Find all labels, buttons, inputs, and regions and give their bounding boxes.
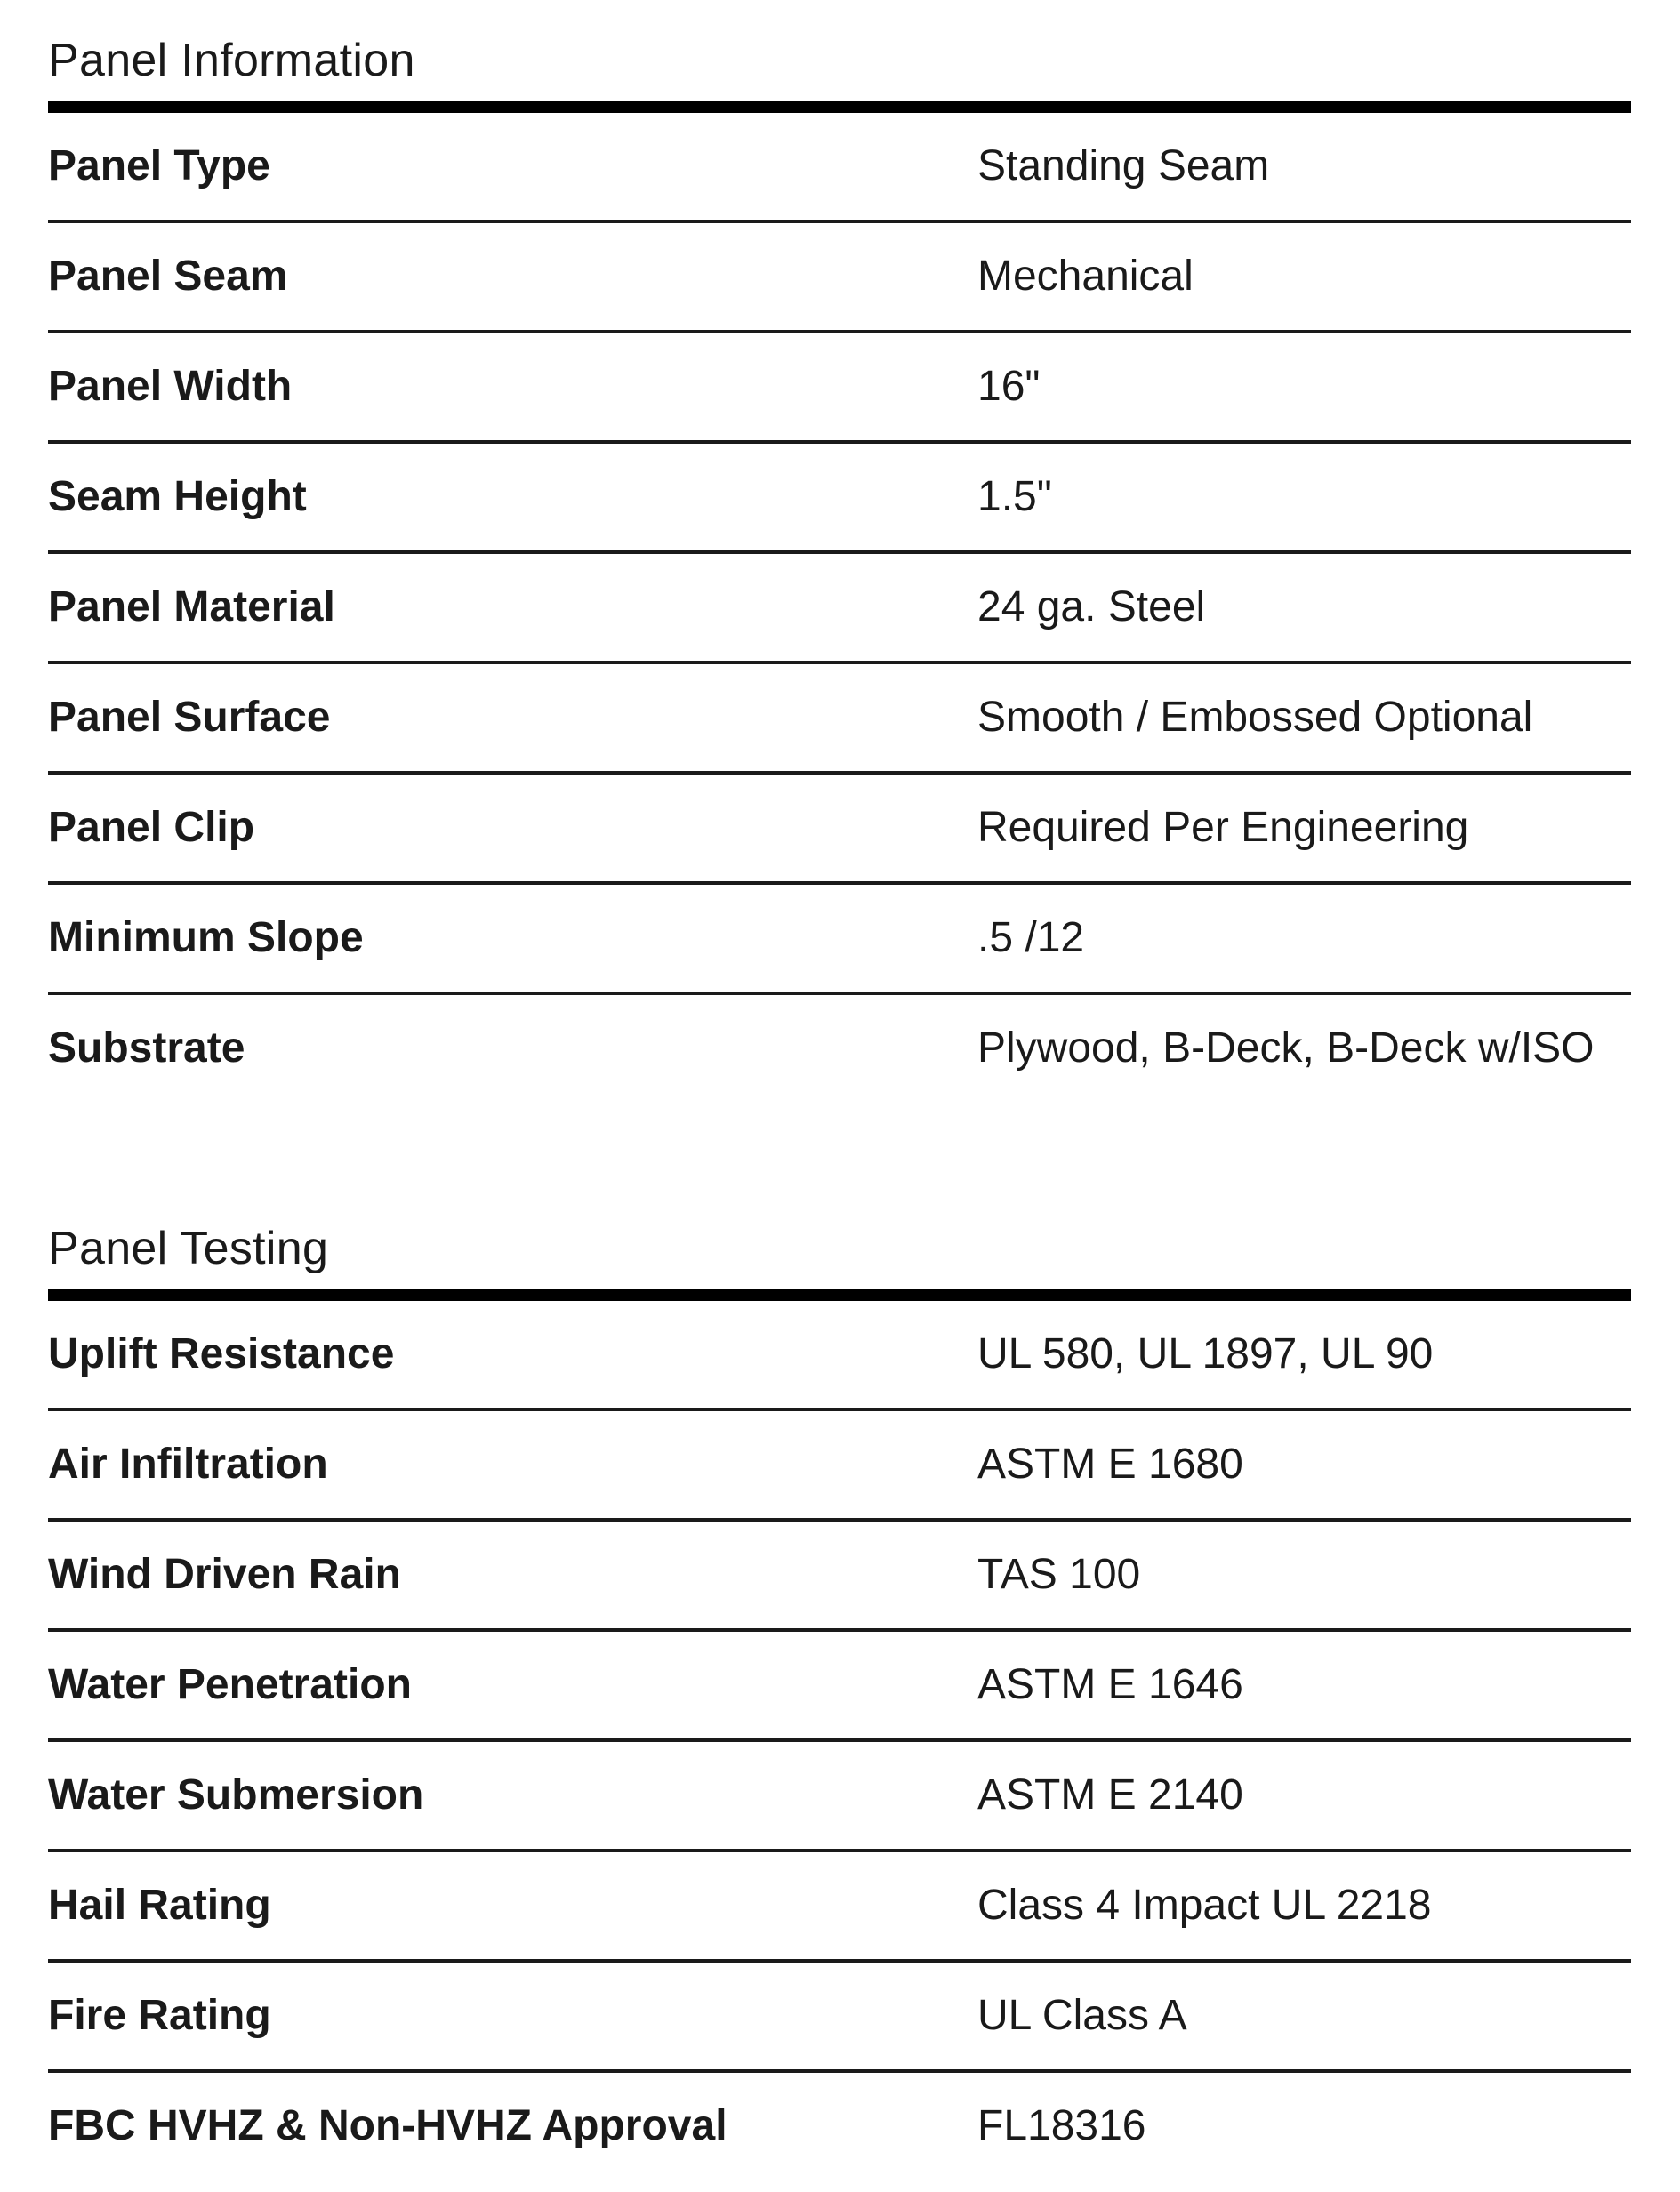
spec-value: TAS 100 [977,1551,1141,1598]
table-row [48,444,1631,554]
spec-label: Air Infiltration [48,1441,328,1488]
spec-label: Substrate [48,1024,245,1072]
spec-label: Panel Clip [48,804,255,851]
table-row [48,1522,1631,1632]
spec-value: Standing Seam [977,142,1270,189]
spec-value: ASTM E 1646 [977,1661,1243,1708]
panel-testing-section [48,1215,1631,2183]
spec-value: Mechanical [977,253,1194,300]
panel-information-section [48,27,1631,1105]
table-row [48,223,1631,333]
spec-label: Uplift Resistance [48,1330,395,1377]
spec-value: 16" [977,363,1041,410]
spec-label: Panel Type [48,142,270,189]
spec-label: Panel Seam [48,253,288,300]
spec-label: Fire Rating [48,1992,271,2039]
spec-value: UL Class A [977,1992,1187,2039]
spec-value: .5 /12 [977,914,1085,961]
table-row [48,333,1631,444]
table-row [48,1301,1631,1411]
table-row [48,554,1631,664]
spec-table-panel-testing [48,1301,1631,2183]
spec-table-panel-information [48,113,1631,1105]
spec-value: Plywood, B-Deck, B-Deck w/ISO [977,1024,1595,1072]
spec-value: Smooth / Embossed Optional [977,694,1533,741]
spec-label: Water Penetration [48,1661,412,1708]
spec-value: FL18316 [977,2102,1146,2149]
spec-label: FBC HVHZ & Non-HVHZ Approval [48,2102,727,2149]
spec-value: ASTM E 2140 [977,1771,1243,1819]
spec-label: Panel Width [48,363,293,410]
table-row [48,1632,1631,1742]
section-title-panel-information: Panel Information [48,35,415,86]
spec-label: Minimum Slope [48,914,364,961]
table-row [48,2073,1631,2183]
spec-value: 24 ga. Steel [977,583,1206,630]
spec-value: ASTM E 1680 [977,1441,1243,1488]
spec-label: Wind Driven Rain [48,1551,401,1598]
section-title-panel-testing: Panel Testing [48,1223,329,1274]
spec-value: UL 580, UL 1897, UL 90 [977,1330,1434,1377]
spec-label: Panel Material [48,583,335,630]
section-divider [48,1289,1631,1301]
table-row [48,995,1631,1105]
table-row [48,775,1631,885]
spec-value: Required Per Engineering [977,804,1469,851]
spec-label: Seam Height [48,473,307,520]
table-row [48,113,1631,223]
section-divider [48,101,1631,113]
table-row [48,1963,1631,2073]
spec-label: Hail Rating [48,1882,271,1929]
table-row [48,1411,1631,1522]
spec-label: Water Submersion [48,1771,424,1819]
spec-value: Class 4 Impact UL 2218 [977,1882,1432,1929]
spec-value: 1.5" [977,473,1052,520]
table-row [48,664,1631,775]
table-row [48,885,1631,995]
table-row [48,1742,1631,1852]
table-row [48,1852,1631,1963]
spec-label: Panel Surface [48,694,331,741]
